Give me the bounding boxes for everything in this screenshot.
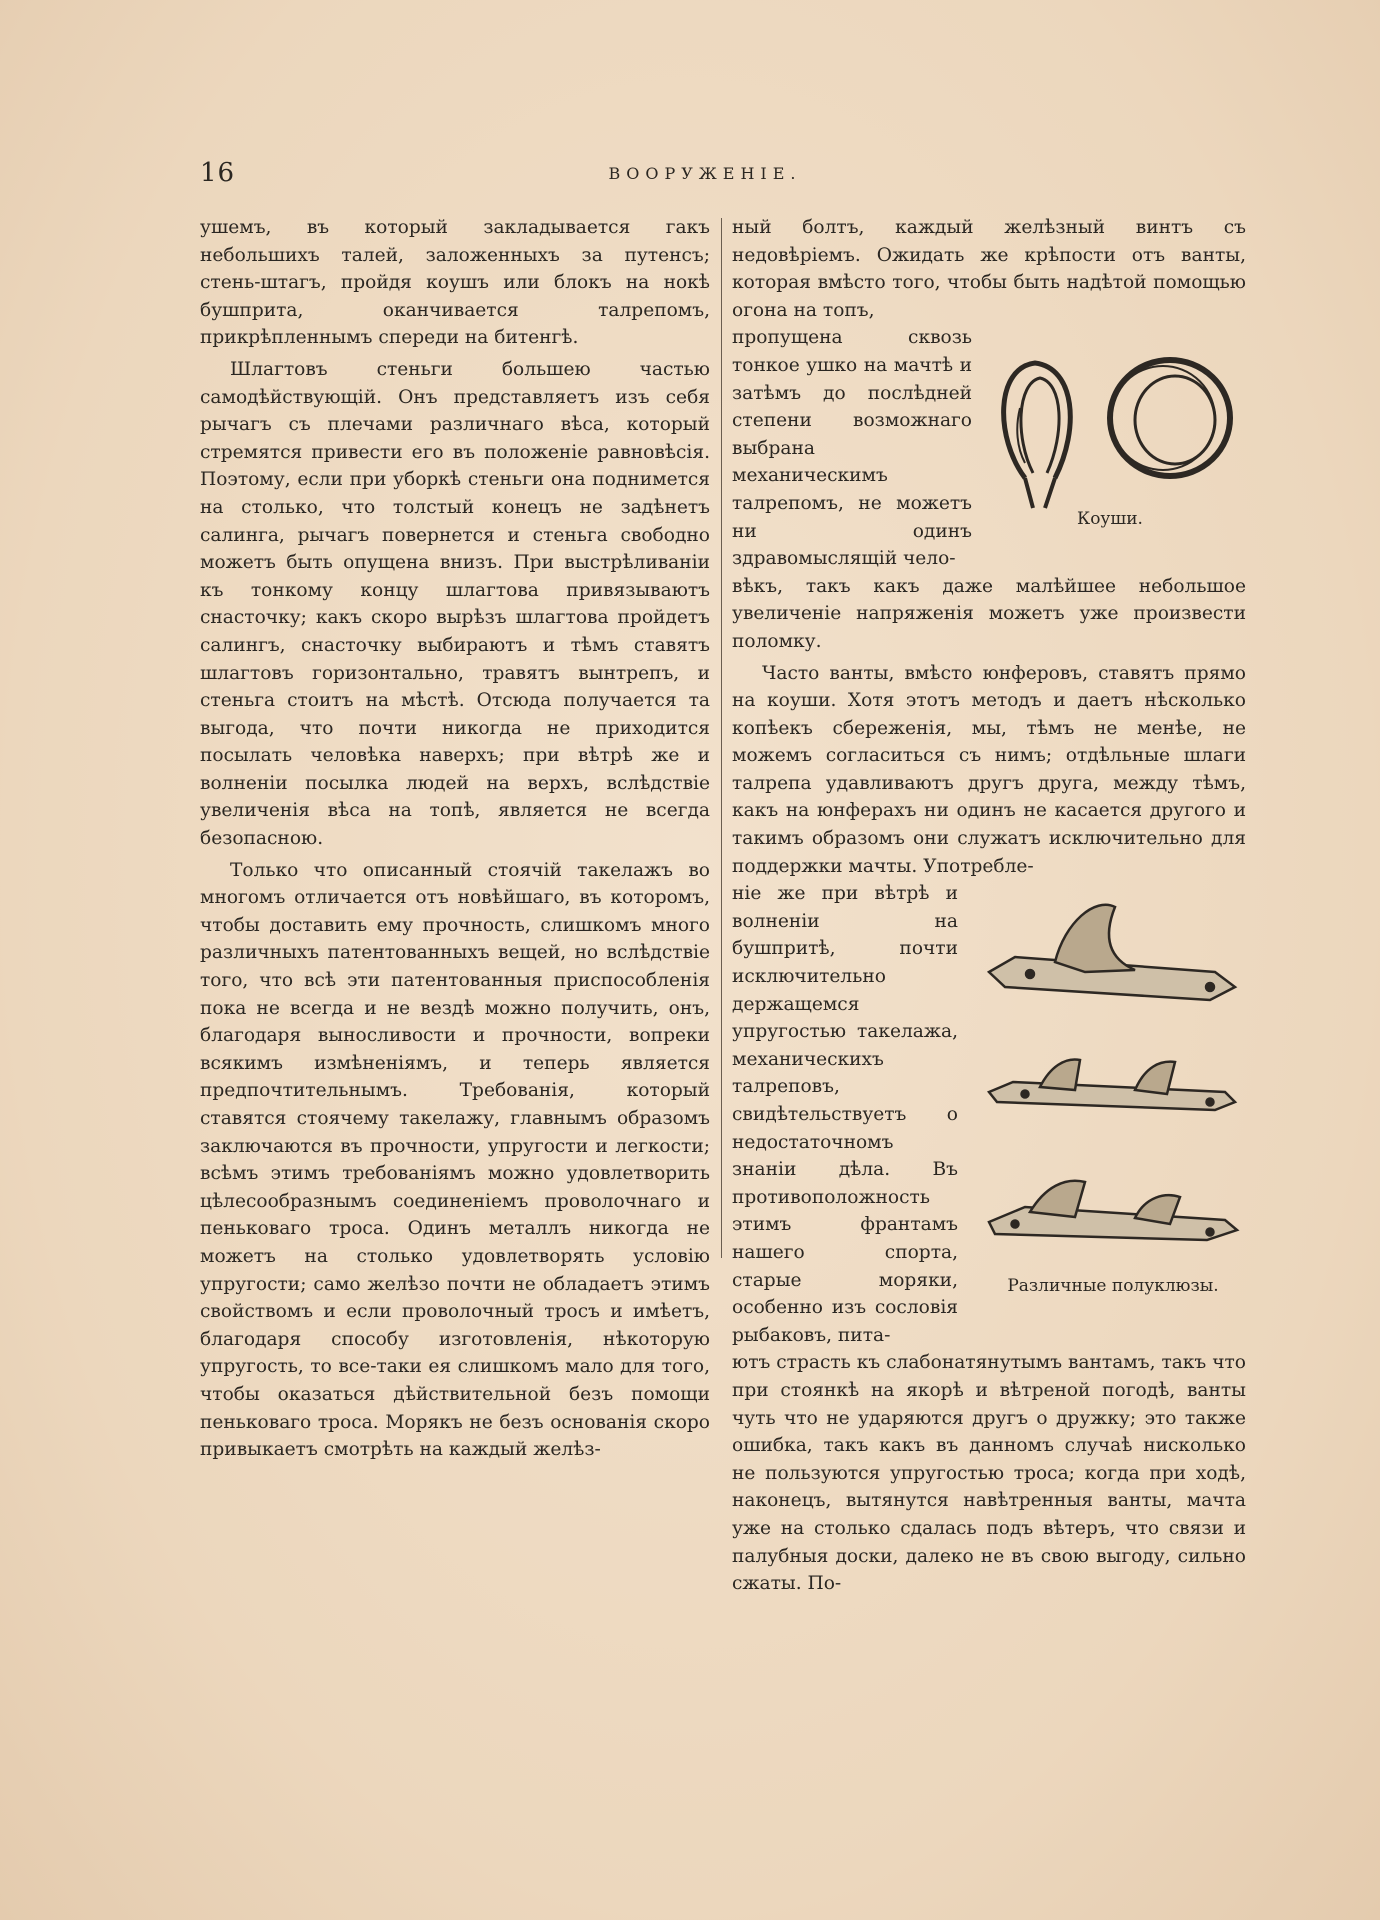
right-paragraph-1-tail: вѣкъ, такъ какъ даже малѣйшее небольшое увеличеніе напряженія можетъ уже произвести поломку.	[732, 575, 1246, 652]
page-number: 16	[200, 158, 236, 188]
thimbles-caption: Коуши.	[1077, 509, 1143, 529]
cleats-illustration	[985, 862, 1245, 1322]
right-paragraph-1-narrow: пропущена сквозь тонкое ушко на мачтѣ и затѣмъ до послѣдней степени возможнаго выбрана механическимъ талрепомъ, не можетъ ни одинъ здравомыслящій чело-	[732, 327, 972, 570]
left-paragraph-2: Шлагтовъ стеньги большею частью самодѣйствующій. Онъ представляетъ изъ себя рычагъ съ плечами различнаго вѣса, который стремятся привести его въ положеніе равновѣсія. Поэтому, если при уборкѣ стеньги она поднимется на столько, что толстый конецъ не задѣнетъ салинга, рычагъ повернется и стеньга свободно можетъ быть опущена внизъ. При выстрѣливаніи къ тонкому концу шлагтова привязываютъ снасточку; какъ скоро вырѣзъ шлагтова пройдетъ салингъ, снасточку выбираютъ и тѣмъ ставятъ шлагтовъ горизонтально, травятъ вынтрепъ, и стеньга стоитъ на мѣстѣ. Отсюда получается та выгода, что почти никогда не приходится посылать человѣка наверхъ; при вѣтрѣ же и волненіи посылка людей на верхъ, вслѣдствіе увеличенія вѣса на топѣ, является не всегда безопасною.	[200, 358, 710, 850]
right-paragraph-2-full: Часто ванты, вмѣсто юнферовъ, ставятъ прямо на коуши. Хотя этотъ методъ и даетъ нѣсколько копѣекъ сбереженія, мы, тѣмъ не менѣе, не можемъ согласиться съ нимъ; отдѣльные шлаги талрепа удавливаютъ другъ друга, между тѣмъ, какъ на юнферахъ ни одинъ не касается другого и такимъ образомъ они служатъ исключительно для поддержки мачты. Употребле-	[732, 662, 1246, 877]
left-column	[200, 214, 710, 1464]
cleat-1-icon	[989, 905, 1235, 1000]
thimble-front-icon	[1110, 360, 1230, 476]
right-paragraph-2-tail: ютъ страсть къ слабонатянутымъ вантамъ, такъ что при стоянкѣ на якорѣ и вѣтреной погодѣ, ванты чуть что не ударяются другъ о дружку; это также ошибка, такъ какъ въ данномъ случаѣ нисколько не пользуются упругостью троса; когда при ходѣ, наконецъ, вытянутся навѣтренныя ванты, мачта уже на столько сдалась подъ вѣтеръ, что связи и палубныя доски, далеко не въ свою выгоду, сильно сжаты. По-	[732, 1352, 1246, 1595]
thimble-side-icon	[1004, 363, 1071, 508]
right-paragraph-1-full: ный болтъ, каждый желѣзный винтъ съ недовѣріемъ. Ожидать же крѣпости отъ ванты, которая вмѣсто того, чтобы быть надѣтой помощью огона на топъ,	[732, 217, 1246, 321]
column-divider	[721, 218, 722, 1258]
left-paragraph-3: Только что описанный стоячій такелажъ во многомъ отличается отъ новѣйшаго, въ которомъ, чтобы доставить ему прочность, слишкомъ много различныхъ патентованныхъ вещей, но вслѣдствіе того, что всѣ эти патентованныя приспособленія пока не всегда и не вездѣ можно получить, онъ, благодаря выносливости и прочности, вопреки всякимъ измѣненіямъ, и теперь является предпочтительнымъ. Требованія, который ставятся стоячему такелажу, главнымъ образомъ заключаются въ прочности, упругости и легкости; всѣмъ этимъ требованіямъ можно удовлетворить цѣлесообразнымъ соединеніемъ проволочнаго и пеньковаго троса. Одинъ металлъ никогда не можетъ на столько удовлетворять условію упругости; само желѣзо почти не обладаетъ этимъ свойствомъ и если проволочный тросъ и имѣетъ, благодаря способу изготовленія, нѣкоторую упругость, то все-таки ея слишкомъ мало для того, чтобы оказаться дѣйствительной безъ помощи пеньковаго троса. Морякъ не безъ основанія скоро привыкаетъ смотрѣть на каждый желѣз-	[200, 859, 710, 1461]
cleat-2-icon	[989, 1059, 1235, 1110]
cleat-3-icon	[989, 1181, 1237, 1240]
right-paragraph-2-narrow: ніе же при вѣтрѣ и волненіи на бушпритѣ, почти исключительно держащемся упругостью такелажа, механическихъ талреповъ, свидѣтельствуетъ о недостаточномъ знаніи дѣла. Въ противоположность этимъ франтамъ нашего спорта, старые моряки, особенно изъ сословія рыбаковъ, пита-	[732, 883, 958, 1346]
running-title: ВООРУЖЕНІЕ.	[608, 164, 802, 183]
cleats-caption: Различные полуклюзы.	[1007, 1276, 1219, 1296]
left-paragraph-1: ушемъ, въ который закладывается гакъ небольшихъ талей, заложенныхъ за путенсъ; стень-штагъ, пройдя коушъ или блокъ на нокѣ бушприта, оканчивается талрепомъ, прикрѣпленнымъ спереди на битенгѣ.	[200, 217, 710, 349]
thimbles-illustration	[985, 348, 1245, 528]
